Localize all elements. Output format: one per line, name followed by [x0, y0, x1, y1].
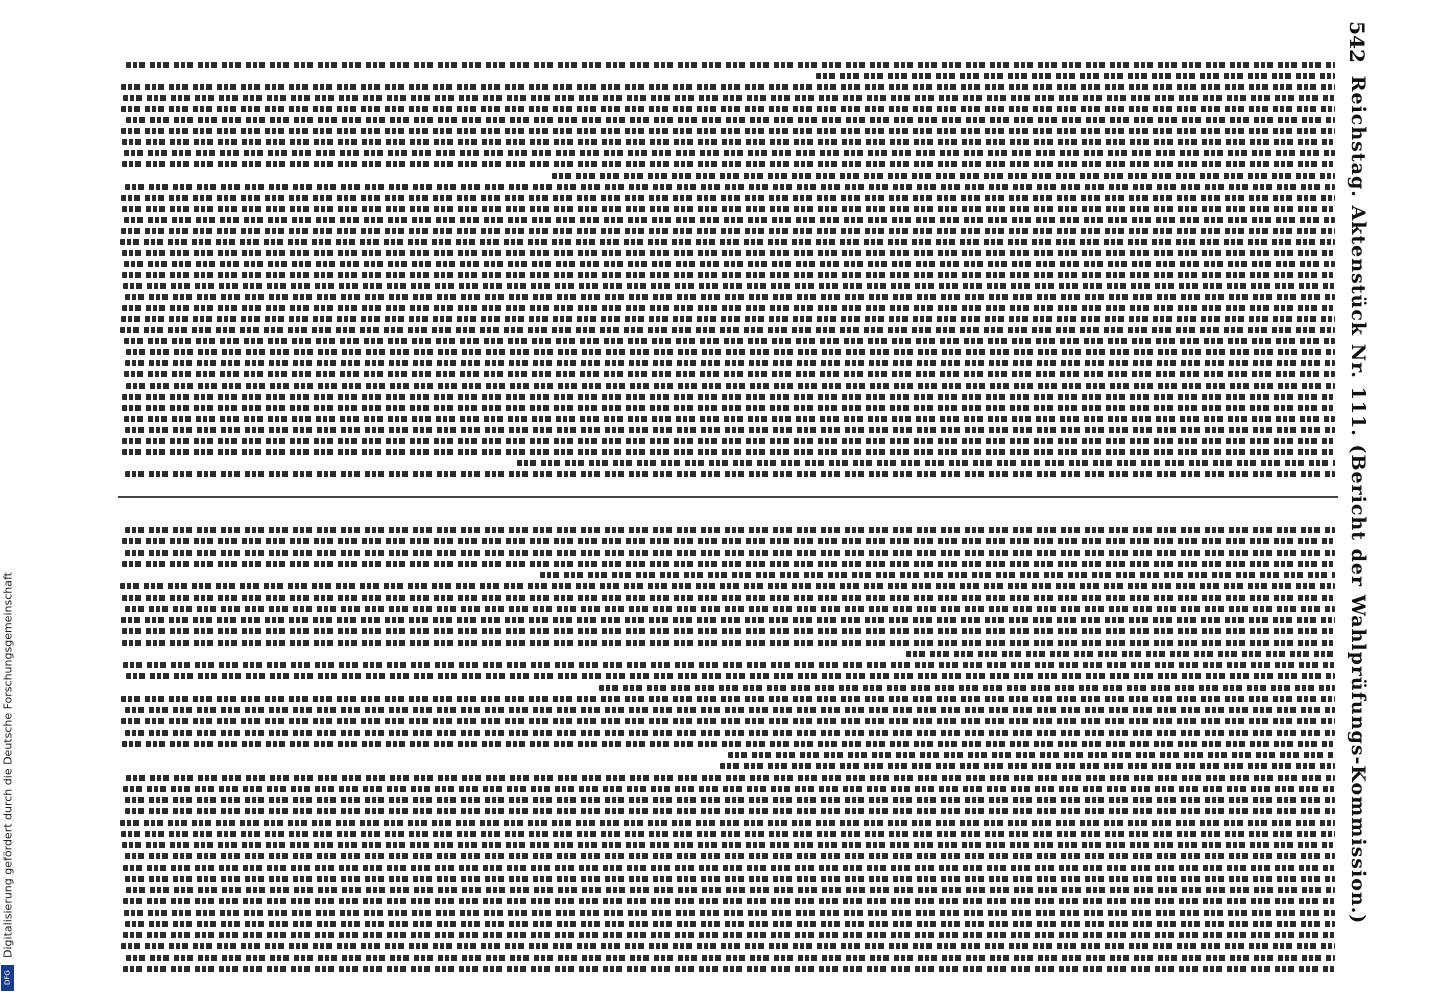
text-line: [125, 471, 1335, 477]
text-line: [121, 195, 1335, 201]
text-line: [122, 842, 1335, 848]
text-line: [122, 449, 1335, 455]
text-line: [121, 128, 1335, 134]
text-line: [122, 161, 1335, 167]
text-line: [517, 460, 1335, 466]
text-line: [125, 808, 1335, 814]
text-line: [123, 95, 1335, 101]
text-line: [540, 572, 1335, 578]
column-right-lines: [120, 525, 1335, 975]
text-line: [126, 673, 1335, 679]
text-line: [122, 438, 1335, 444]
text-line: [122, 139, 1335, 145]
text-line: [122, 561, 1335, 567]
text-line: [125, 184, 1335, 190]
text-line: [120, 239, 1335, 245]
text-line: [121, 84, 1335, 90]
text-line: [125, 606, 1335, 612]
text-line: [124, 910, 1335, 916]
text-line: [125, 294, 1335, 300]
text-line: [125, 730, 1335, 736]
text-line: [122, 272, 1335, 278]
column-left-lines: [120, 60, 1335, 480]
text-line: [123, 932, 1335, 938]
text-line: [122, 640, 1335, 646]
text-line: [120, 327, 1335, 333]
text-line: [124, 150, 1335, 156]
text-line: [122, 394, 1335, 400]
text-line: [121, 617, 1335, 623]
text-line: [125, 360, 1335, 366]
text-line: [122, 405, 1335, 411]
text-line: [122, 305, 1335, 311]
text-line: [121, 696, 1335, 702]
text-line: [122, 741, 1335, 747]
text-line: [123, 865, 1335, 871]
text-line: [120, 583, 1335, 589]
text-line: [124, 217, 1335, 223]
text-line: [121, 316, 1335, 322]
text-line: [126, 775, 1335, 781]
text-line: [122, 206, 1335, 212]
text-line: [906, 651, 1335, 657]
text-line: [125, 876, 1335, 882]
text-line: [126, 62, 1335, 68]
text-column-left: [120, 60, 1335, 480]
text-line: [126, 887, 1335, 893]
page-number: 542: [1345, 21, 1369, 63]
text-line: [720, 763, 1335, 769]
text-column-right: [120, 525, 1335, 975]
text-line: [552, 173, 1335, 179]
text-line: [125, 707, 1335, 713]
text-line: [120, 820, 1335, 826]
text-line: [123, 786, 1335, 792]
text-line: [125, 797, 1335, 803]
column-divider: [118, 496, 1338, 498]
text-line: [122, 250, 1335, 256]
text-line: [123, 966, 1335, 972]
digitization-credit: Digitalisierung gefördert durch die Deutsche Forschungsgemeinschaft: [1, 572, 15, 958]
text-line: [126, 349, 1335, 355]
text-line: [121, 106, 1335, 112]
running-header: Reichstag. Aktenstück Nr. 111. (Bericht der Wahlprüfungs-Kommission.): [1347, 75, 1369, 925]
text-line: [122, 595, 1335, 601]
text-line: [122, 538, 1335, 544]
text-line: [126, 955, 1335, 961]
digitization-footer: [0, 540, 16, 990]
text-line: [121, 831, 1335, 837]
text-line: [125, 853, 1335, 859]
text-line: [816, 73, 1335, 79]
text-line: [121, 718, 1335, 724]
text-line: [124, 338, 1335, 344]
text-line: [123, 898, 1335, 904]
dfg-logo-icon: DFG: [1, 965, 14, 991]
text-line: [124, 261, 1335, 267]
text-line: [123, 283, 1335, 289]
text-line: [126, 117, 1335, 123]
text-line: [123, 662, 1335, 668]
text-line: [125, 550, 1335, 556]
text-line: [125, 921, 1335, 927]
text-line: [121, 228, 1335, 234]
text-line: [122, 628, 1335, 634]
text-line: [125, 527, 1335, 533]
text-line: [124, 416, 1335, 422]
text-line: [124, 371, 1335, 377]
text-line: [121, 943, 1335, 949]
text-line: [599, 685, 1335, 691]
text-line: [125, 427, 1335, 433]
text-line: [728, 752, 1335, 758]
text-line: [126, 383, 1335, 389]
